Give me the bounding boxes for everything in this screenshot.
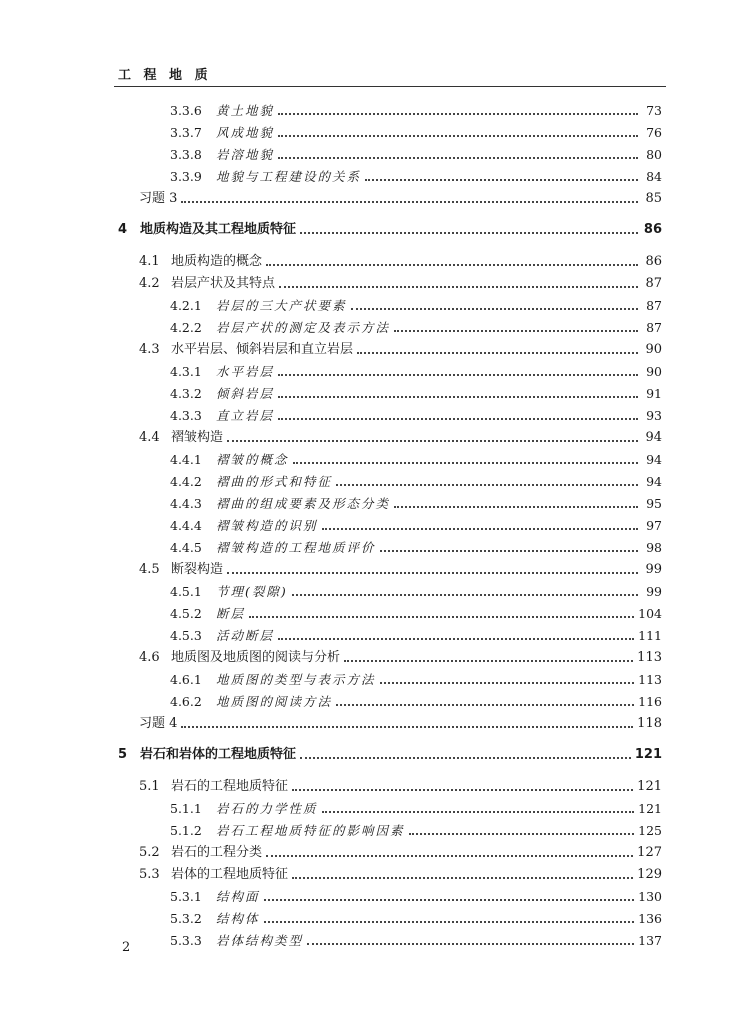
toc-entry-title: 褶皱构造的工程地质评价	[216, 540, 376, 555]
toc-entry-number: 5.1.1	[170, 801, 202, 816]
toc-entry-number: 3.3.6	[170, 103, 202, 118]
toc-dot-leader	[266, 855, 633, 857]
toc-dot-leader	[365, 179, 638, 181]
toc-entry-number: 4.3	[139, 342, 160, 357]
toc-dot-leader	[409, 833, 635, 835]
toc-entry-page: 94	[645, 430, 662, 445]
toc-entry-number: 4.3.2	[170, 386, 202, 401]
toc-entry-number: 4.6.2	[170, 694, 202, 709]
toc-entry-page: 84	[646, 169, 662, 184]
toc-dot-leader	[344, 660, 633, 662]
toc-entry-title: 断层	[216, 606, 246, 621]
toc-entry-title: 岩石的工程分类	[171, 845, 263, 860]
toc-entry-number: 3.3.8	[170, 147, 202, 162]
toc-entry	[139, 424, 662, 446]
toc-entry-number: 4.4	[139, 430, 160, 445]
toc-dot-leader	[278, 418, 638, 420]
toc-entry-page: 87	[646, 298, 662, 313]
toc-entry-title: 地质图的类型与表示方法	[216, 672, 376, 687]
toc-dot-leader	[181, 201, 638, 203]
toc-entry	[170, 600, 662, 622]
toc-entry-page: 73	[646, 103, 662, 118]
toc-dot-leader	[394, 506, 638, 508]
toc-entry-number: 4.4.2	[170, 474, 202, 489]
toc-dot-leader	[278, 638, 634, 640]
toc-entry-title: 岩溶地貌	[216, 147, 275, 162]
toc-entry	[170, 380, 662, 402]
toc-entry-title: 地质构造的概念	[171, 254, 263, 269]
toc-dot-leader	[380, 682, 635, 684]
toc-entry-title: 结构面	[216, 889, 260, 904]
toc-entry-title: 褶皱的概念	[216, 452, 289, 467]
toc-entry-page: 111	[638, 628, 662, 643]
toc-entry-title: 节理(裂隙)	[216, 584, 288, 599]
toc-entry-title: 褶曲的形式和特征	[216, 474, 333, 489]
toc-entry-title: 断裂构造	[171, 562, 224, 577]
toc-entry	[139, 710, 662, 732]
toc-entry-page: 136	[638, 911, 662, 926]
running-header: 工 程 地 质	[118, 68, 212, 83]
toc-entry-number: 4.1	[139, 254, 160, 269]
toc-entry	[139, 839, 662, 861]
toc-entry-page: 113	[638, 672, 662, 687]
toc-entry	[170, 883, 662, 905]
toc-dot-leader	[249, 616, 634, 618]
toc-entry-title: 岩石的力学性质	[216, 801, 318, 816]
toc-entry-title: 地质图及地质图的阅读与分析	[171, 650, 341, 665]
toc-dot-leader	[266, 264, 638, 266]
toc-dot-leader	[351, 308, 638, 310]
toc-entry	[170, 927, 662, 949]
toc-entry-number: 4.5.2	[170, 606, 202, 621]
toc-entry	[170, 622, 662, 644]
toc-entry-title: 结构体	[216, 911, 260, 926]
toc-entry-page: 130	[638, 889, 662, 904]
toc-entry-page: 85	[645, 191, 662, 206]
toc-dot-leader	[300, 232, 638, 234]
toc-entry-title: 黄土地貌	[216, 103, 275, 118]
toc-entry-title: 褶曲的组成要素及形态分类	[216, 496, 391, 511]
toc-entry	[170, 817, 662, 839]
toc-dot-leader	[307, 943, 634, 945]
toc-entry-page: 118	[637, 716, 662, 731]
toc-dot-leader	[278, 396, 638, 398]
toc-entry-page: 87	[645, 276, 662, 291]
toc-entry-number: 4.2	[139, 276, 160, 291]
toc-entry	[170, 163, 662, 185]
toc-entry-number: 4.4.5	[170, 540, 202, 555]
toc-entry-page: 80	[646, 147, 662, 162]
toc-entry-number: 5	[118, 747, 128, 762]
toc-entry-number: 4.4.3	[170, 496, 202, 511]
toc-dot-leader	[279, 286, 638, 288]
toc-entry	[170, 512, 662, 534]
toc-entry-number: 4.4.1	[170, 452, 202, 467]
toc-entry	[170, 795, 662, 817]
toc-entry-number: 4.2.2	[170, 320, 202, 335]
toc-entry-page: 91	[646, 386, 662, 401]
toc-entry	[170, 905, 662, 927]
toc-entry-title: 风成地貌	[216, 125, 275, 140]
toc-dot-leader	[292, 789, 633, 791]
toc-entry-number: 4.3.1	[170, 364, 202, 379]
toc-dot-leader	[181, 726, 633, 728]
toc-entry	[170, 314, 662, 336]
toc-entry-number: 4.5	[139, 562, 160, 577]
toc-entry-page: 90	[646, 364, 662, 379]
toc-entry-number: 3.3.7	[170, 125, 202, 140]
toc-dot-leader	[292, 877, 633, 879]
toc-entry-title: 岩层的三大产状要素	[216, 298, 347, 313]
toc-entry-title: 水平岩层	[216, 364, 275, 379]
toc-entry-page: 94	[646, 474, 662, 489]
toc-entry-page: 86	[645, 254, 662, 269]
toc-entry-number: 5.3.3	[170, 933, 202, 948]
toc-entry	[170, 119, 662, 141]
toc-entry-title: 地质图的阅读方法	[216, 694, 333, 709]
toc-entry-number: 5.3.2	[170, 911, 202, 926]
toc-entry	[139, 336, 662, 358]
toc-entry	[170, 578, 662, 600]
toc-entry-number: 5.3	[139, 867, 160, 882]
toc-entry	[118, 741, 662, 763]
toc-entry-number: 3.3.9	[170, 169, 202, 184]
toc-entry-page: 113	[637, 650, 662, 665]
toc-dot-leader	[278, 113, 638, 115]
toc-entry-number: 5.1	[139, 779, 160, 794]
toc-entry-title: 习题 3	[139, 191, 178, 206]
toc-entry-page: 121	[638, 801, 662, 816]
toc-entry-title: 倾斜岩层	[216, 386, 275, 401]
toc-entry-title: 地质构造及其工程地质特征	[140, 222, 297, 237]
toc-entry	[170, 446, 662, 468]
toc-entry-number: 4.5.1	[170, 584, 202, 599]
toc-entry-page: 116	[638, 694, 662, 709]
toc-entry-page: 125	[638, 823, 662, 838]
toc-entry	[170, 666, 662, 688]
toc-dot-leader	[322, 528, 638, 530]
toc-entry-page: 93	[646, 408, 662, 423]
toc-dot-leader	[292, 594, 638, 596]
toc-dot-leader	[300, 757, 631, 759]
toc-entry-title: 地貌与工程建设的关系	[216, 169, 362, 184]
toc-entry	[170, 97, 662, 119]
toc-dot-leader	[278, 374, 638, 376]
toc-entry-page: 87	[646, 320, 662, 335]
toc-entry-title: 直立岩层	[216, 408, 275, 423]
toc-entry-number: 4	[118, 222, 128, 237]
toc-entry	[118, 216, 662, 238]
toc-entry-page: 137	[638, 933, 662, 948]
toc-entry-page: 121	[634, 747, 662, 762]
toc-entry	[139, 185, 662, 207]
toc-dot-leader	[264, 921, 635, 923]
toc-entry-page: 95	[646, 496, 662, 511]
toc-entry	[170, 490, 662, 512]
toc-dot-leader	[293, 462, 638, 464]
toc-entry-page: 99	[645, 562, 662, 577]
toc-dot-leader	[227, 572, 638, 574]
toc-entry-number: 4.4.4	[170, 518, 202, 533]
toc-entry	[170, 688, 662, 710]
toc-entry	[170, 141, 662, 163]
toc-entry-number: 4.6.1	[170, 672, 202, 687]
toc-entry-number: 5.1.2	[170, 823, 202, 838]
toc-entry-number: 4.5.3	[170, 628, 202, 643]
toc-entry	[170, 468, 662, 490]
toc-entry-number: 4.2.1	[170, 298, 202, 313]
toc-entry	[139, 644, 662, 666]
toc-entry	[170, 358, 662, 380]
toc-entry-title: 习题 4	[139, 716, 178, 731]
toc-entry-page: 99	[646, 584, 662, 599]
toc-entry-page: 104	[638, 606, 662, 621]
toc-entry-page: 129	[637, 867, 662, 882]
toc-dot-leader	[227, 440, 638, 442]
toc-entry	[139, 248, 662, 270]
toc-entry-page: 86	[643, 222, 662, 237]
toc-entry-page: 127	[637, 845, 662, 860]
toc-entry-page: 98	[646, 540, 662, 555]
toc-entry	[170, 292, 662, 314]
toc-entry	[170, 402, 662, 424]
toc-entry-title: 岩层产状及其特点	[171, 276, 276, 291]
toc-dot-leader	[322, 811, 635, 813]
toc-entry-title: 岩体的工程地质特征	[171, 867, 289, 882]
toc-dot-leader	[394, 330, 638, 332]
toc-entry-title: 岩石和岩体的工程地质特征	[140, 747, 297, 762]
toc-dot-leader	[357, 352, 638, 354]
toc-entry-title: 水平岩层、倾斜岩层和直立岩层	[171, 342, 354, 357]
toc-entry-page: 97	[646, 518, 662, 533]
toc-dot-leader	[336, 704, 634, 706]
toc-entry-number: 5.2	[139, 845, 160, 860]
toc-entry-title: 褶皱构造的识别	[216, 518, 318, 533]
toc-entry-number: 5.3.1	[170, 889, 202, 904]
toc-dot-leader	[278, 157, 638, 159]
toc-dot-leader	[380, 550, 638, 552]
toc-entry-number: 4.6	[139, 650, 160, 665]
page-number: 2	[122, 940, 131, 955]
toc-entry-page: 121	[637, 779, 662, 794]
toc-entry-title: 岩体结构类型	[216, 933, 304, 948]
toc-dot-leader	[336, 484, 638, 486]
toc-entry	[139, 861, 662, 883]
toc-entry-page: 90	[645, 342, 662, 357]
toc-entry	[139, 270, 662, 292]
toc-entry-title: 岩石工程地质特征的影响因素	[216, 823, 405, 838]
toc-entry	[170, 534, 662, 556]
toc-entry-page: 76	[646, 125, 662, 140]
toc-entry-page: 94	[646, 452, 662, 467]
toc-entry-title: 岩层产状的测定及表示方法	[216, 320, 391, 335]
toc-entry	[139, 773, 662, 795]
toc-dot-leader	[264, 899, 635, 901]
toc-entry-title: 褶皱构造	[171, 430, 224, 445]
toc-entry	[139, 556, 662, 578]
toc-entry-title: 活动断层	[216, 628, 275, 643]
toc-entry-title: 岩石的工程地质特征	[171, 779, 289, 794]
toc-dot-leader	[278, 135, 638, 137]
toc-entry-number: 4.3.3	[170, 408, 202, 423]
